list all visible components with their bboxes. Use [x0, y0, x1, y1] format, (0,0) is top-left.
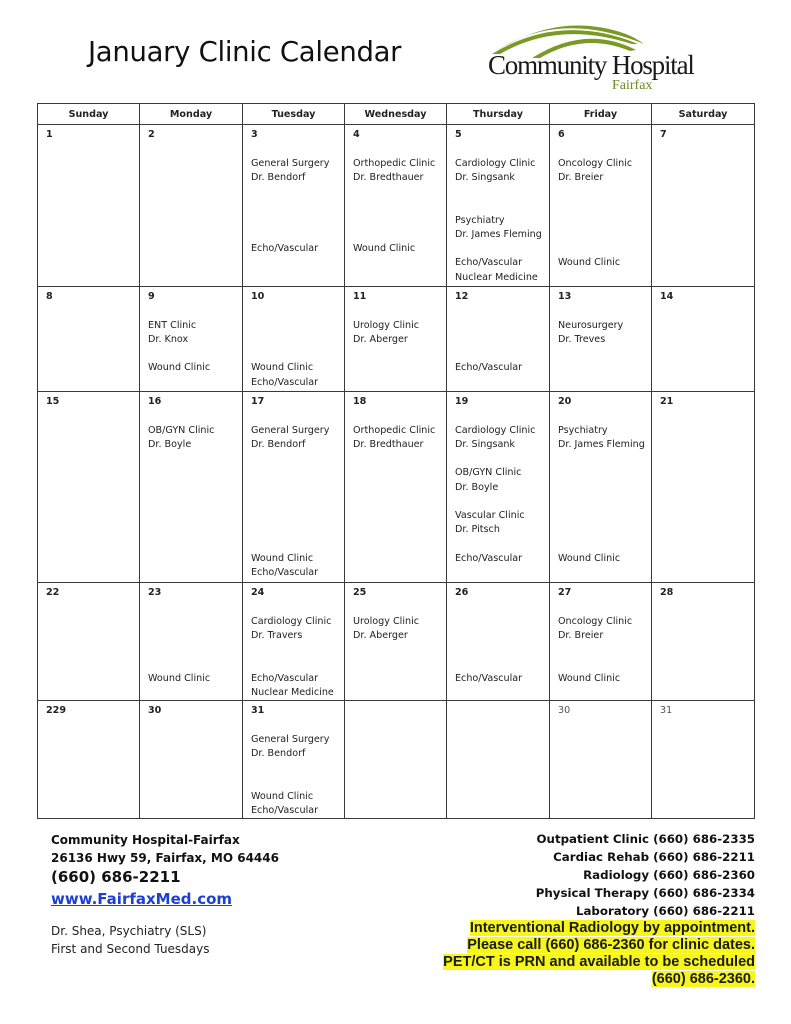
blank-line — [558, 495, 651, 509]
notice-line: Interventional Radiology by appointment. — [469, 920, 755, 936]
calendar-day-cell — [652, 125, 755, 287]
calendar-week-row — [38, 287, 755, 392]
calendar-day-cell — [140, 701, 243, 819]
clinic-entry: Dr. Bendorf — [251, 747, 306, 759]
day-number: 26 — [455, 587, 469, 598]
blank-line — [455, 615, 549, 629]
blank-line — [455, 629, 549, 643]
weekday-header: Thursday — [447, 104, 550, 125]
blank-line — [148, 409, 242, 423]
notice-line: PET/CT is PRN and available to be scheduled — [443, 954, 755, 970]
calendar-day-cell — [652, 287, 755, 392]
calendar-day-cell — [243, 583, 345, 701]
clinic-entry: Oncology Clinic — [558, 157, 633, 169]
contact-line: Radiology (660) 686-2360 — [583, 868, 755, 882]
clinic-entry: Dr. Aberger — [353, 629, 408, 641]
clinic-entry: Psychiatry — [455, 214, 505, 226]
calendar-day-cell — [243, 125, 345, 287]
calendar-week-row — [38, 392, 755, 583]
day-number — [455, 704, 549, 718]
clinic-entry: Dr. Bredthauer — [353, 171, 424, 183]
day-number: 3 — [251, 129, 258, 140]
clinic-entry: Wound Clinic — [251, 790, 314, 802]
contact-line: Outpatient Clinic (660) 686-2335 — [536, 832, 755, 846]
calendar-day-cell — [345, 392, 447, 583]
hospital-logo — [486, 14, 708, 96]
clinic-entry: Orthopedic Clinic — [353, 424, 436, 436]
clinic-entry: Urology Clinic — [353, 319, 420, 331]
day-number: 11 — [353, 291, 367, 302]
calendar-day-cell — [38, 287, 140, 392]
blank-line — [251, 718, 344, 732]
weekday-header: Tuesday — [243, 104, 345, 125]
calendar-day-cell — [38, 701, 140, 819]
blank-line — [353, 214, 446, 228]
blank-line — [251, 466, 344, 480]
day-number: 31 — [660, 705, 673, 716]
clinic-entry: Echo/Vascular — [251, 376, 319, 388]
blank-line — [148, 657, 242, 671]
address: 26136 Hwy 59, Fairfax, MO 64446 — [51, 851, 279, 865]
day-number: 9 — [148, 291, 155, 302]
weekday-header-row — [38, 104, 755, 125]
clinic-entry: Wound Clinic — [251, 552, 314, 564]
blank-line — [558, 538, 651, 552]
clinic-entry: Cardiology Clinic — [251, 615, 332, 627]
blank-line — [251, 333, 344, 347]
clinic-entry: OB/GYN Clinic — [148, 424, 215, 436]
blank-line — [251, 319, 344, 333]
day-number: 30 — [148, 705, 162, 716]
blank-line — [558, 242, 651, 256]
calendar-day-cell — [38, 392, 140, 583]
day-number — [353, 704, 446, 718]
clinic-entry: Wound Clinic — [148, 362, 211, 374]
clinic-entry: General Surgery — [251, 733, 330, 745]
clinic-entry: Echo/Vascular — [455, 672, 523, 684]
day-number: 31 — [251, 705, 265, 716]
calendar-day-cell — [140, 125, 243, 287]
clinic-entry: Wound Clinic — [148, 672, 211, 684]
clinic-entry: Cardiology Clinic — [455, 157, 536, 169]
day-number: 15 — [46, 396, 60, 407]
clinic-entry: Echo/Vascular — [251, 804, 319, 816]
blank-line — [251, 600, 344, 614]
clinic-entry: General Surgery — [251, 157, 330, 169]
clinic-entry: Dr. Bredthauer — [353, 438, 424, 450]
day-number: 5 — [455, 129, 462, 140]
blank-line — [558, 214, 651, 228]
clinic-entry: Dr. James Fleming — [558, 438, 645, 450]
org-name: Community Hospital-Fairfax — [51, 833, 240, 847]
day-number: 28 — [660, 587, 674, 598]
clinic-entry: Wound Clinic — [558, 257, 621, 269]
calendar-day-cell — [447, 583, 550, 701]
day-number: 6 — [558, 129, 565, 140]
weekday-header: Monday — [140, 104, 243, 125]
clinic-entry: Wound Clinic — [353, 243, 416, 254]
calendar-week-row — [38, 125, 755, 287]
weekday-header: Wednesday — [345, 104, 447, 125]
blank-line — [148, 629, 242, 643]
department-contacts — [443, 830, 755, 988]
calendar-day-cell — [447, 392, 550, 583]
day-number: 13 — [558, 291, 572, 302]
blank-line — [251, 657, 344, 671]
blank-line — [455, 185, 549, 199]
clinic-entry: Vascular Clinic — [455, 510, 525, 521]
logo-name: Community Hospital — [488, 50, 694, 80]
blank-line — [455, 409, 549, 423]
highlighted-notice — [443, 920, 755, 988]
contact-line: Laboratory (660) 686-2211 — [575, 904, 755, 918]
blank-line — [353, 199, 446, 213]
clinic-entry: Orthopedic Clinic — [353, 157, 436, 169]
calendar-table — [37, 103, 755, 819]
calendar-day-cell — [38, 583, 140, 701]
blank-line — [455, 142, 549, 156]
blank-line — [148, 643, 242, 657]
clinic-entry: Dr. Bendorf — [251, 438, 306, 450]
clinic-entry: Psychiatry — [558, 424, 608, 436]
clinic-entry: Dr. Travers — [251, 629, 303, 641]
calendar-day-cell — [38, 125, 140, 287]
clinic-entry: Echo/Vascular — [251, 672, 319, 684]
weekday-header: Friday — [550, 104, 652, 125]
day-number: 4 — [353, 129, 360, 140]
clinic-entry: Dr. Knox — [148, 333, 189, 345]
weekday-header: Saturday — [652, 104, 755, 125]
blank-line — [353, 304, 446, 318]
blank-line — [251, 495, 344, 509]
blank-line — [251, 185, 344, 199]
blank-line — [558, 199, 651, 213]
blank-line — [455, 452, 549, 466]
clinic-entry: General Surgery — [251, 424, 330, 436]
calendar-day-cell — [652, 583, 755, 701]
calendar-day-cell — [550, 287, 652, 392]
blank-line — [455, 304, 549, 318]
note-line: Dr. Shea, Psychiatry (SLS) — [51, 924, 207, 938]
blank-line — [558, 643, 651, 657]
day-number: 30 — [558, 705, 571, 716]
calendar-day-cell — [447, 701, 550, 819]
calendar-day-cell — [243, 287, 345, 392]
calendar-day-cell — [243, 701, 345, 819]
day-number: 14 — [660, 291, 674, 302]
blank-line — [558, 523, 651, 537]
clinic-entry: Echo/Vascular — [455, 552, 523, 564]
hospital-contact-block — [51, 831, 279, 958]
day-number: 22 — [46, 587, 60, 598]
calendar-day-cell — [243, 392, 345, 583]
calendar-day-cell — [447, 287, 550, 392]
clinic-entry: Nuclear Medicine — [251, 686, 334, 698]
blank-line — [251, 452, 344, 466]
blank-line — [148, 347, 242, 361]
clinic-entry: Urology Clinic — [353, 615, 420, 627]
calendar-day-cell — [550, 392, 652, 583]
blank-line — [251, 347, 344, 361]
blank-line — [251, 481, 344, 495]
day-number: 229 — [46, 705, 67, 716]
day-number: 8 — [46, 291, 53, 302]
blank-line — [148, 615, 242, 629]
blank-line — [353, 228, 446, 242]
clinic-entry: Dr. James Fleming — [455, 228, 542, 240]
blank-line — [558, 481, 651, 495]
blank-line — [353, 142, 446, 156]
logo-subname: Fairfax — [612, 78, 653, 93]
day-number: 17 — [251, 396, 265, 407]
clinic-entry: Cardiology Clinic — [455, 424, 536, 436]
main-phone: (660) 686-2211 — [51, 868, 181, 886]
blank-line — [251, 142, 344, 156]
clinic-entry: Echo/Vascular — [251, 243, 319, 254]
calendar-day-cell — [550, 583, 652, 701]
day-number: 19 — [455, 396, 469, 407]
day-number: 25 — [353, 587, 367, 598]
clinic-entry: Dr. Singsank — [455, 171, 515, 183]
day-number: 23 — [148, 587, 162, 598]
blank-line — [455, 242, 549, 256]
blank-line — [558, 142, 651, 156]
blank-line — [558, 466, 651, 480]
blank-line — [455, 347, 549, 361]
day-number: 10 — [251, 291, 265, 302]
clinic-entry: Dr. Pitsch — [455, 524, 500, 536]
notice-line: Please call (660) 686-2360 for clinic dates. — [467, 937, 755, 953]
blank-line — [455, 600, 549, 614]
day-number: 24 — [251, 587, 265, 598]
blank-line — [455, 333, 549, 347]
clinic-entry: Echo/Vascular — [251, 567, 319, 578]
calendar-day-cell — [345, 125, 447, 287]
clinic-entry: Dr. Boyle — [148, 438, 192, 450]
blank-line — [558, 409, 651, 423]
clinic-entry: Wound Clinic — [558, 672, 621, 684]
blank-line — [251, 304, 344, 318]
calendar-day-cell — [140, 287, 243, 392]
notice-line: (660) 686-2360. — [651, 971, 755, 987]
calendar-week-row — [38, 701, 755, 819]
blank-line — [148, 600, 242, 614]
blank-line — [251, 228, 344, 242]
weekday-header: Sunday — [38, 104, 140, 125]
clinic-entry: Dr. Bendorf — [251, 171, 306, 183]
blank-line — [455, 319, 549, 333]
clinic-entry: Dr. Boyle — [455, 481, 499, 493]
day-number: 7 — [660, 129, 667, 140]
calendar-day-cell — [652, 701, 755, 819]
calendar-day-cell — [652, 392, 755, 583]
clinic-entry: Dr. Aberger — [353, 333, 408, 345]
clinic-entry: Oncology Clinic — [558, 615, 633, 627]
clinic-entry: Dr. Breier — [558, 629, 604, 641]
blank-line — [251, 538, 344, 552]
blank-line — [455, 495, 549, 509]
blank-line — [353, 409, 446, 423]
clinic-entry: Wound Clinic — [558, 552, 621, 564]
blank-line — [353, 600, 446, 614]
calendar-day-cell — [140, 583, 243, 701]
blank-line — [251, 199, 344, 213]
day-number: 20 — [558, 396, 572, 407]
calendar-day-cell — [550, 125, 652, 287]
clinic-entry: Echo/Vascular — [455, 362, 523, 374]
note-line: First and Second Tuesdays — [51, 942, 210, 956]
clinic-entry: OB/GYN Clinic — [455, 467, 522, 479]
blank-line — [251, 643, 344, 657]
blank-line — [455, 538, 549, 552]
blank-line — [558, 600, 651, 614]
day-number: 12 — [455, 291, 469, 302]
website-link[interactable]: www.FairfaxMed.com — [51, 890, 233, 908]
clinic-entry: Dr. Treves — [558, 333, 606, 345]
blank-line — [558, 509, 651, 523]
calendar-day-cell — [345, 583, 447, 701]
day-number: 1 — [46, 129, 53, 140]
blank-line — [251, 214, 344, 228]
clinic-entry: Dr. Singsank — [455, 438, 515, 450]
blank-line — [251, 761, 344, 775]
clinic-entry: ENT Clinic — [148, 319, 197, 331]
contact-line: Cardiac Rehab (660) 686-2211 — [553, 850, 755, 864]
blank-line — [558, 185, 651, 199]
blank-line — [455, 643, 549, 657]
blank-line — [455, 199, 549, 213]
day-number: 18 — [353, 396, 367, 407]
clinic-entry: Dr. Breier — [558, 171, 604, 183]
page-title: January Clinic Calendar — [88, 36, 402, 68]
calendar-day-cell — [345, 701, 447, 819]
blank-line — [455, 657, 549, 671]
blank-line — [558, 228, 651, 242]
blank-line — [558, 657, 651, 671]
day-number: 2 — [148, 129, 155, 140]
calendar-week-row — [38, 583, 755, 701]
calendar-day-cell — [550, 701, 652, 819]
blank-line — [558, 304, 651, 318]
calendar-day-cell — [140, 392, 243, 583]
blank-line — [148, 304, 242, 318]
calendar-day-cell — [345, 287, 447, 392]
clinic-entry: Nuclear Medicine — [455, 271, 538, 283]
blank-line — [353, 185, 446, 199]
contact-line: Physical Therapy (660) 686-2334 — [535, 886, 755, 900]
blank-line — [251, 775, 344, 789]
day-number: 16 — [148, 396, 162, 407]
blank-line — [251, 509, 344, 523]
blank-line — [251, 409, 344, 423]
clinic-entry: Neurosurgery — [558, 319, 624, 331]
clinic-entry: Wound Clinic — [251, 362, 314, 374]
blank-line — [251, 523, 344, 537]
blank-line — [558, 452, 651, 466]
day-number: 27 — [558, 587, 572, 598]
day-number: 21 — [660, 396, 674, 407]
clinic-entry: Echo/Vascular — [455, 257, 523, 269]
calendar-day-cell — [447, 125, 550, 287]
